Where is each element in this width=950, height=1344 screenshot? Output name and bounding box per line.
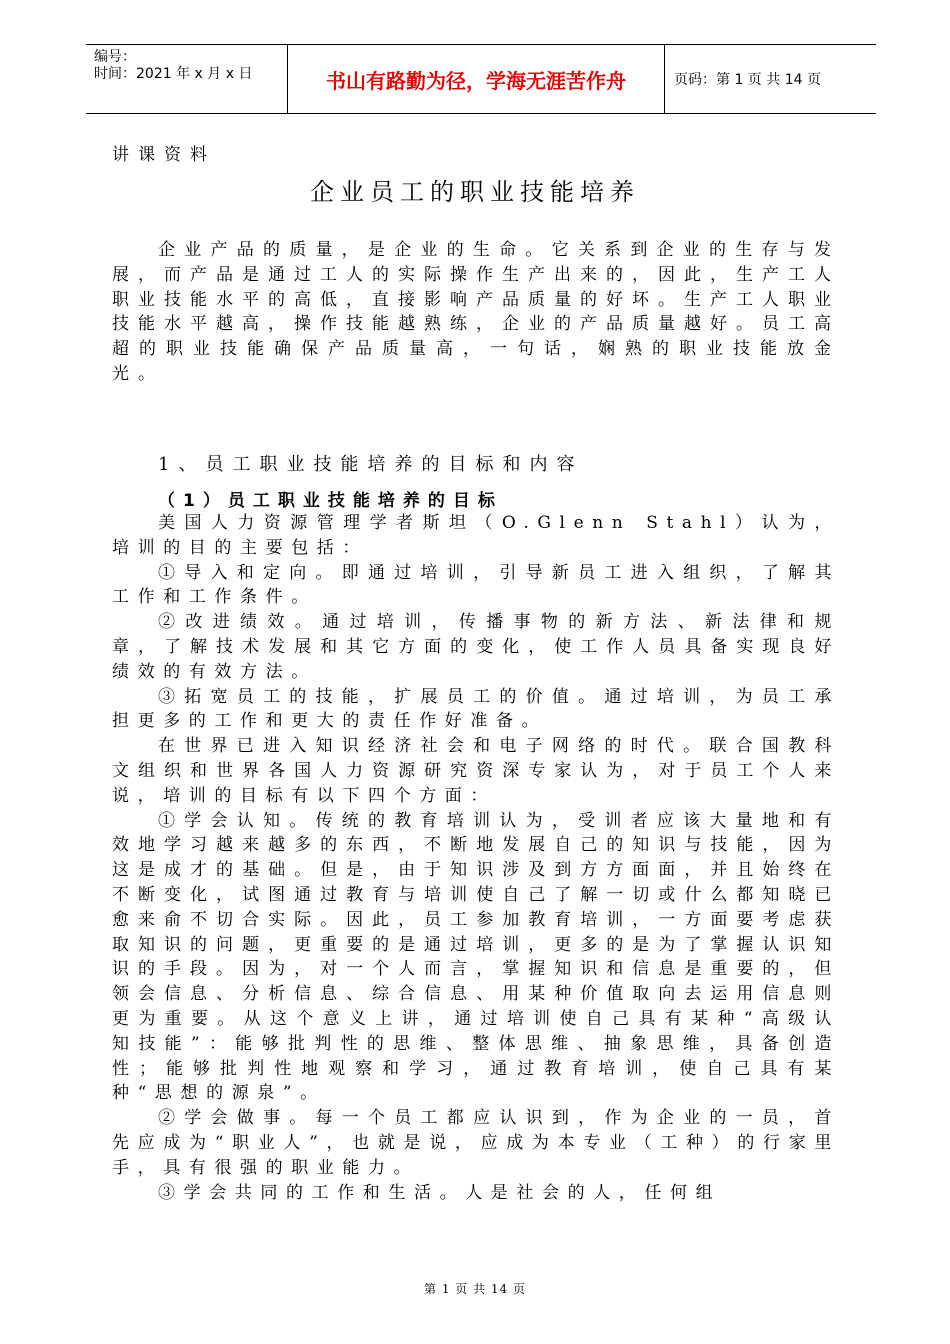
- paragraph: ②学会做事。每一个员工都应认识到，作为企业的一员，首先应成为“职业人”，也就是说，应成为本专业（工种）的行家里手，具有很强的职业能力。: [112, 1108, 840, 1178]
- main-body: [112, 511, 840, 1205]
- paragraph: 在世界已进入知识经济社会和电子网络的时代。联合国教科文组织和世界各国人力资源研究资深专家认为，对于员工个人来说，培训的目标有以下四个方面：: [112, 736, 840, 806]
- paragraph: ③拓宽员工的技能，扩展员工的价值。通过培训，为员工承担更多的工作和更大的责任作好准备。: [112, 686, 840, 732]
- subsection-heading: （1）员工职业技能培养的目标: [158, 491, 503, 511]
- paragraph: 美国人力资源管理学者斯坦（O.Glenn Stahl）认为，培训的目的主要包括：: [112, 513, 840, 558]
- doc-label: 讲课资料: [112, 145, 216, 165]
- paragraph: ①学会认知。传统的教育培训认为，受训者应该大量地和有效地学习越来越多的东西，不断地发展自己的知识与技能，因为这是成才的基础。但是，由于知识涉及到方方面面，并且始终在不断变化，试图通过教育与培训使自己了解一切或什么都知晓已愈来俞不切合实际。因此，员工参加教育培训，一方面要考虑获取知识的问题，更重要的是通过培训，更多的是为了掌握认识知识的手段。因为，对一个人而言，掌握知识和信息是重要的，但领会信息、分析信息、综合信息、用某种价值取向去运用信息则更为重要。从这个意义上讲，通过培训使自己具有某种“高级认知技能”：能够批判性的思维、整体思维、抽象思维，具备创造性；能够批判性地观察和学习，通过教育培训，使自己具有某种“思想的源泉”。: [112, 810, 840, 1104]
- header-motto: 书山有路勤为径，学海无涯苦作舟: [288, 45, 665, 113]
- header-page-label: 页码：第 1 页 共 14 页: [674, 72, 821, 88]
- paragraph: ③学会共同的工作和生活。人是社会的人，任何组: [158, 1182, 722, 1203]
- intro-paragraph: [112, 238, 840, 387]
- intro-text: 企业产品的质量，是企业的生命。它关系到企业的生存与发展，而产品是通过工人的实际操作生产出来的，因此，生产工人职业技能水平的高低，直接影响产品质量的好坏。生产工人职业技能水平越高，操作技能越熟练，企业的产品质量越好。员工高超的职业技能确保产品质量高，一句话，娴熟的职业技能放金光。: [112, 240, 840, 384]
- time-label: 时间：2021 年 x 月 x 日: [94, 66, 253, 82]
- document-title: 企业员工的职业技能培养: [310, 178, 640, 206]
- header-meta: [86, 45, 288, 113]
- paragraph: ②改进绩效。通过培训，传播事物的新方法、新法律和规章，了解技术发展和其它方面的变化，使工作人员具备实现良好绩效的有效方法。: [112, 612, 840, 682]
- page-header: [86, 44, 876, 114]
- number-label: 编号：: [94, 49, 136, 65]
- page-footer: 第 1 页 共 14 页: [424, 1282, 526, 1296]
- section-heading: 1、员工职业技能培养的目标和内容: [158, 454, 584, 475]
- paragraph: ①导入和定向。即通过培训，引导新员工进入组织，了解其工作和工作条件。: [112, 562, 840, 608]
